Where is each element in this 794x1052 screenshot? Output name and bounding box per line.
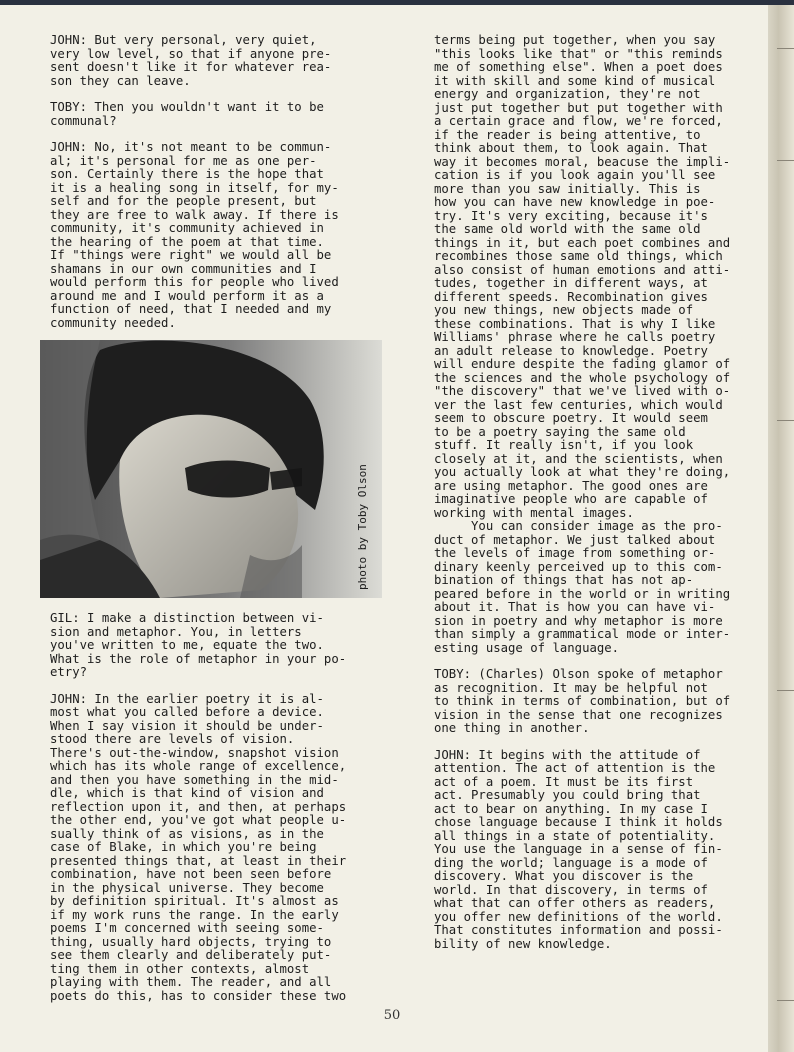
text-line: it is a healing song in itself, for my- <box>50 180 339 195</box>
text-line: the hearing of the poem at that time. <box>50 234 324 249</box>
text-line: tudes, together in different ways, at <box>434 276 708 290</box>
text-line: seem to obscure poetry. It would seem <box>434 411 708 425</box>
text-line: son. Certainly there is the hope that <box>50 167 324 181</box>
text-line: ding the world; language is a mode of <box>434 855 708 870</box>
text-line: TOBY: (Charles) Olson spoke of metaphor <box>434 667 723 681</box>
text-line: cation is if you look again you'll see <box>434 168 716 182</box>
text-line: would perform this for people who lived <box>50 275 339 289</box>
text-line: self and for the people present, but <box>50 194 317 208</box>
text-line: by definition spiritual. It's almost as <box>50 894 339 908</box>
text-line: attention. The act of attention is the <box>434 761 716 775</box>
text-line: GIL: I make a distinction between vi- <box>50 611 324 625</box>
text-line: al; it's personal for me as one per- <box>50 153 317 168</box>
portrait-illustration <box>40 340 382 598</box>
text-line: discovery. What you discover is the <box>434 869 694 883</box>
text-line: if my work runs the range. In the early <box>50 907 339 922</box>
text-line: JOHN: No, it's not meant to be commun- <box>50 140 332 154</box>
text-line: ting them in other contexts, almost <box>50 961 310 976</box>
text-line: to think in terms of combination, but of <box>434 694 731 708</box>
text-line: as recognition. It may be helpful not <box>434 680 708 695</box>
text-line: dle, which is that kind of vision and <box>50 786 324 800</box>
text-line: see them clearly and deliberately put- <box>50 948 332 962</box>
spine-mark <box>777 420 794 421</box>
photo-credit <box>356 440 370 590</box>
text-line: case of Blake, in which you're being <box>50 840 317 854</box>
text-line: etry? <box>50 665 88 679</box>
text-line: if the reader is being attentive, to <box>434 127 701 142</box>
text-line: the sciences and the whole psychology of <box>434 370 731 385</box>
text-line: TOBY: Then you wouldn't want it to be <box>50 100 324 114</box>
text-line: community, it's community achieved in <box>50 221 324 235</box>
text-line: these combinations. That is why I like <box>434 316 716 331</box>
text-line: more than you saw initially. This is <box>434 181 701 196</box>
text-line: it with skill and some kind of musical <box>434 73 716 88</box>
spine-mark <box>777 690 794 691</box>
spine-mark <box>777 48 794 49</box>
text-line: most what you called before a device. <box>50 705 324 719</box>
text-line <box>434 736 749 749</box>
text-line: presented things that, at least in their <box>50 853 347 868</box>
text-line: If "things were right" we would all be <box>50 248 332 262</box>
text-line: terms being put together, when you say <box>434 33 716 47</box>
text-line: You use the language in a sense of fin- <box>434 842 723 856</box>
text-line: dinary keenly perceived up to this com- <box>434 559 723 574</box>
text-line: you offer new definitions of the world. <box>434 909 723 924</box>
text-line: they are free to walk away. If there is <box>50 207 339 222</box>
text-line: poets do this, has to consider these two <box>50 988 347 1003</box>
text-line: "this looks like that" or "this reminds <box>434 46 723 61</box>
text-line: about it. That is how you can have vi- <box>434 600 716 614</box>
text-line: one thing in another. <box>434 721 590 735</box>
text-line: a certain grace and flow, we're forced, <box>434 114 723 128</box>
text-line: duct of metaphor. We just talked about <box>434 532 716 547</box>
text-line: bility of new knowledge. <box>434 936 612 951</box>
text-line: bination of things that has not ap- <box>434 573 694 587</box>
text-line: There's out-the-window, snapshot vision <box>50 745 339 760</box>
text-line: closely at it, and the scientists, when <box>434 451 723 466</box>
text-line: shamans in our own communities and I <box>50 261 317 276</box>
text-line: all things in a state of potentiality. <box>434 828 716 843</box>
right-column-text <box>434 34 749 951</box>
text-line: me of something else". When a poet does <box>434 60 723 74</box>
text-line: just put together but put together with <box>434 100 723 115</box>
text-line: try. It's very exciting, because it's <box>434 208 708 223</box>
text-line: community needed. <box>50 315 176 330</box>
text-line: recombines those same old things, which <box>434 249 723 263</box>
spine-mark <box>777 1000 794 1001</box>
text-line: are using metaphor. The good ones are <box>434 478 708 493</box>
text-line: esting usage of language. <box>434 640 620 655</box>
text-line: also consist of human emotions and atti- <box>434 262 731 277</box>
photo-credit-text: photo by Toby Olson <box>356 464 369 590</box>
text-line: than simply a grammatical mode or inter- <box>434 627 731 641</box>
text-line <box>50 680 365 693</box>
left-column-bottom-text <box>50 612 365 1003</box>
text-line: chose language because I think it holds <box>434 815 723 829</box>
page-spine <box>768 5 794 1052</box>
text-line: reflection upon it, and then, at perhaps <box>50 799 347 814</box>
text-line: you actually look at what they're doing, <box>434 465 731 479</box>
text-line: working with mental images. <box>434 505 634 520</box>
text-line: thing, usually hard objects, trying to <box>50 934 332 949</box>
text-line: in the physical universe. They become <box>50 880 324 895</box>
text-line: the levels of image from something or- <box>434 546 716 560</box>
text-line: playing with them. The reader, and all <box>50 975 332 989</box>
text-line: "the discovery" that we've lived with o- <box>434 384 731 398</box>
text-line: Williams' phrase where he calls poetry <box>434 330 716 344</box>
text-line: what that can offer others as readers, <box>434 896 716 910</box>
text-line: act of a poem. It must be its first <box>434 774 694 789</box>
text-line: stood there are levels of vision. <box>50 732 295 746</box>
text-line: think about them, to look again. That <box>434 141 708 155</box>
text-line: sion and metaphor. You, in letters <box>50 624 302 639</box>
text-line: how you can have new knowledge in poe- <box>434 195 716 209</box>
text-line: things in it, but each poet combines and <box>434 235 731 250</box>
text-line: function of need, that I needed and my <box>50 302 332 316</box>
text-line: sually think of as visions, as in the <box>50 826 324 841</box>
text-line: sent doesn't like it for whatever rea- <box>50 60 332 74</box>
text-line: world. In that discovery, in terms of <box>434 882 708 897</box>
text-line: What is the role of metaphor in your po- <box>50 651 347 666</box>
text-line: act to bear on anything. In my case I <box>434 801 708 816</box>
text-line: will endure despite the fading glamor of <box>434 357 731 371</box>
text-line: JOHN: It begins with the attitude of <box>434 747 701 762</box>
text-line: vision in the sense that one recognizes <box>434 707 723 722</box>
text-line: son they can leave. <box>50 73 191 88</box>
text-line: an adult release to knowledge. Poetry <box>434 343 708 358</box>
text-line: energy and organization, they're not <box>434 87 701 101</box>
text-line: to be a poetry saying the same old <box>434 424 686 439</box>
text-line: act. Presumably you could bring that <box>434 788 701 802</box>
spine-mark <box>777 160 794 161</box>
text-line: communal? <box>50 113 117 128</box>
text-line: imaginative people who are capable of <box>434 492 708 506</box>
text-line: sion in poetry and why metaphor is more <box>434 613 723 628</box>
text-line: you've written to me, equate the two. <box>50 638 324 652</box>
text-line: poems I'm concerned with seeing some- <box>50 921 324 935</box>
text-line: stuff. It really isn't, if you look <box>434 438 694 452</box>
text-line: and then you have something in the mid- <box>50 772 339 787</box>
text-line: combination, have not been seen before <box>50 867 332 881</box>
text-line: That constitutes information and possi- <box>434 923 723 937</box>
text-line: different speeds. Recombination gives <box>434 289 708 304</box>
text-line: you new things, new objects made of <box>434 303 694 317</box>
text-line: ver the last few centuries, which would <box>434 397 723 412</box>
text-line: around me and I would perform it as a <box>50 288 324 303</box>
page-number: 50 <box>383 1008 401 1023</box>
text-line: When I say vision it should be under- <box>50 718 324 733</box>
text-line: JOHN: In the earlier poetry it is al- <box>50 691 324 706</box>
text-line: very low level, so that if anyone pre- <box>50 46 332 61</box>
text-line: the other end, you've got what people u- <box>50 813 347 827</box>
text-line: the same old world with the same old <box>434 222 701 236</box>
text-line: JOHN: But very personal, very quiet, <box>50 33 317 47</box>
text-line: You can consider image as the pro- <box>434 519 723 533</box>
text-line: peared before in the world or in writing <box>434 586 731 601</box>
portrait-photo <box>40 340 382 598</box>
text-line: which has its whole range of excellence, <box>50 759 347 773</box>
left-column-top-text <box>50 34 365 330</box>
text-line: way it becomes moral, beacuse the impli- <box>434 154 731 169</box>
